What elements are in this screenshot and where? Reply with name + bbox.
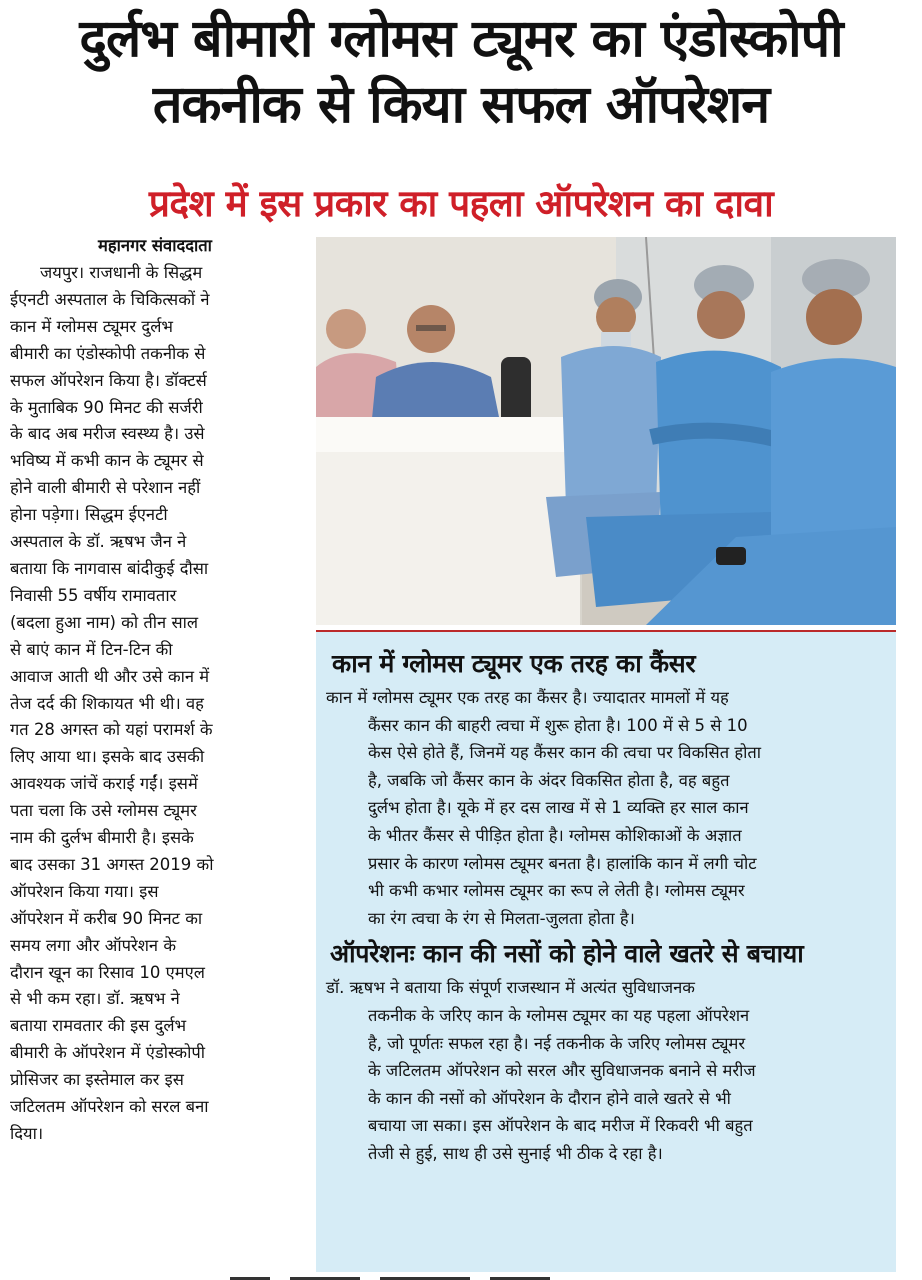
headline <box>8 6 914 138</box>
article-line: बीमारी के ऑपरेशन में एंडोस्कोपी <box>10 1043 205 1063</box>
headline-line-1: दुर्लभ बीमारी ग्लोमस ट्यूमर का एंडोस्कोपी <box>79 9 843 69</box>
article-line: जयपुर। राजधानी के सिद्धम <box>40 263 203 282</box>
article-line: दौरान खून का रिसाव 10 एमएल <box>10 962 205 982</box>
article-line: दिया। <box>10 1124 44 1143</box>
article-line: ईएनटी अस्पताल के चिकित्सकों ने <box>10 289 210 309</box>
info-line: प्रसार के कारण ग्लोमस ट्यूमर बनता है। हालांकि कान में लगी चोट <box>368 853 757 873</box>
photo-illustration <box>316 237 896 625</box>
article-line: ऑपरेशन किया गया। इस <box>10 881 159 901</box>
headline-line-2: तकनीक से किया सफल ऑपरेशन <box>152 75 770 135</box>
article-line: से भी कम रहा। डॉ. ऋषभ ने <box>10 989 180 1009</box>
article-line: कान में ग्लोमस ट्यूमर दुर्लभ <box>10 316 173 336</box>
info-line: के भीतर कैंसर से पीड़ित होता है। ग्लोमस कोशिकाओं के अज्ञात <box>368 825 742 845</box>
info-line: के जटिलतम ऑपरेशन को सरल और सुविधाजनक बनाने से मरीज <box>368 1061 756 1081</box>
article-line: (बदला हुआ नाम) को तीन साल <box>10 612 199 632</box>
article-line: लिए आया था। इसके बाद उसकी <box>10 747 205 767</box>
info-heading-operation: ऑपरेशनः कान की नसों को होने वाले खतरे से बचाया <box>330 939 804 969</box>
article-line: तेज दर्द की शिकायत भी थी। वह <box>10 693 204 713</box>
info-line: तेजी से हुई, साथ ही उसे सुनाई भी ठीक दे रहा है। <box>368 1143 663 1163</box>
info-line: केस ऐसे होते हैं, जिनमें यह कैंसर कान की त्वचा पर विकसित होता <box>368 743 762 763</box>
article-line: नाम की दुर्लभ बीमारी है। इसके <box>10 828 194 848</box>
article-line: आवश्यक जांचें कराई गईं। इसमें <box>10 774 198 794</box>
info-box <box>316 630 896 1272</box>
info-line: दुर्लभ होता है। यूके में हर दस लाख में से 1 व्यक्ति हर साल कान <box>368 798 749 818</box>
article-body <box>10 260 300 1148</box>
info-line: के कान की नसों को ऑपरेशन के दौरान होने वाले खतरे से भी <box>368 1088 731 1108</box>
article-line: से बाएं कान में टिन-टिन की <box>10 639 173 659</box>
article-line: बताया कि नागवास बांदीकुई दौसा <box>10 558 209 578</box>
subheadline: प्रदेश में इस प्रकार का पहला ऑपरेशन का दावा <box>148 182 774 225</box>
article-line: आवाज आती थी और उसे कान में <box>10 666 210 686</box>
article-line: भविष्य में कभी कान के ट्यूमर से <box>10 451 204 471</box>
info-line: कैंसर कान की बाहरी त्वचा में शुरू होता है। 100 में से 5 से 10 <box>368 715 748 735</box>
cutoff-text-shapes <box>230 1271 560 1280</box>
article-line: जटिलतम ऑपरेशन को सरल बना <box>10 1097 209 1117</box>
article-line: अस्पताल के डॉ. ऋषभ जैन ने <box>10 532 187 552</box>
article-line: गत 28 अगस्त को यहां परामर्श के <box>10 720 213 740</box>
article-line: निवासी 55 वर्षीय रामावतार <box>10 585 177 605</box>
info-line: तकनीक के जरिए कान के ग्लोमस ट्यूमर का यह पहला ऑपरेशन <box>368 1005 750 1025</box>
article-line: होने वाली बीमारी से परेशान नहीं <box>10 478 201 498</box>
article-line: प्रोसिजर का इस्तेमाल कर इस <box>10 1070 184 1090</box>
info-line: भी कभी कभार ग्लोमस ट्यूमर का रूप ले लेती है। ग्लोमस ट्यूमर <box>368 881 745 901</box>
byline: महानगर संवाददाता <box>98 236 212 255</box>
info-line: है, जो पूर्णतः सफल रहा है। नई तकनीक के जरिए ग्लोमस ट्यूमर <box>368 1033 746 1053</box>
article-line: होना पड़ेगा। सिद्धम ईएनटी <box>10 505 168 525</box>
article-line: बाद उसका 31 अगस्त 2019 को <box>10 854 214 874</box>
article-line: समय लगा और ऑपरेशन के <box>10 935 176 955</box>
info-line: है, जबकि जो कैंसर कान के अंदर विकसित होता है, वह बहुत <box>368 770 730 790</box>
article-column <box>10 232 300 1272</box>
info-line: डॉ. ऋषभ ने बताया कि संपूर्ण राजस्थान में अत्यंत सुविधाजनक <box>326 978 695 998</box>
article-line: बताया रामवतार की इस दुर्लभ <box>10 1016 187 1036</box>
info-heading-cancer: कान में ग्लोमस ट्यूमर एक तरह का कैंसर <box>332 649 696 678</box>
article-line: के बाद अब मरीज स्वस्थ्य है। उसे <box>10 424 205 444</box>
news-photo <box>316 237 896 625</box>
info-line: कान में ग्लोमस ट्यूमर एक तरह का कैंसर है। ज्यादातर मामलों में यह <box>326 688 729 707</box>
info-line: का रंग त्वचा के रंग से मिलता-जुलता होता है। <box>368 908 635 928</box>
article-line: सफल ऑपरेशन किया है। डॉक्टर्स <box>10 370 207 390</box>
article-line: बीमारी का एंडोस्कोपी तकनीक से <box>10 343 206 363</box>
article-line: पता चला कि उसे ग्लोमस ट्यूमर <box>10 801 197 821</box>
next-article-fragment <box>230 1268 560 1280</box>
article-line: ऑपरेशन में करीब 90 मिनट का <box>10 908 203 928</box>
info-line: बचाया जा सका। इस ऑपरेशन के बाद मरीज में रिकवरी भी बहुत <box>368 1116 753 1136</box>
article-line: के मुताबिक 90 मिनट की सर्जरी <box>10 397 203 417</box>
